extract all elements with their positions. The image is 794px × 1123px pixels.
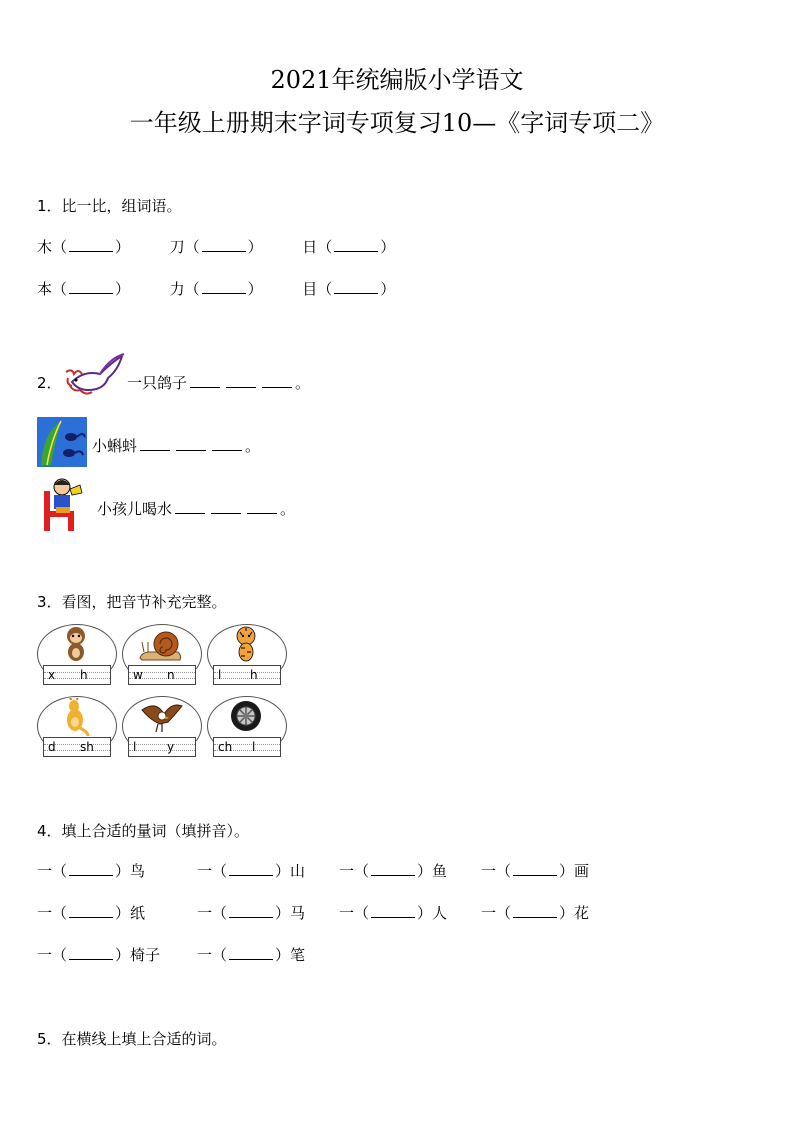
tadpole-icon <box>37 417 87 467</box>
q4-item: 一（ ）马 <box>197 904 306 922</box>
eagle-icon <box>140 700 184 734</box>
q1-blank[interactable] <box>202 239 246 252</box>
q1-blank[interactable] <box>69 281 113 294</box>
q4-item: 一（ ）山 <box>197 862 306 880</box>
q2-item-tadpole: 小蝌蚪 。 <box>92 437 261 455</box>
q4-blank[interactable] <box>513 863 557 876</box>
q1-heading: 1．比一比，组词语。 <box>37 197 182 215</box>
q2-blank[interactable] <box>190 375 220 388</box>
tiger-icon <box>230 626 262 662</box>
q4-blank[interactable] <box>371 863 415 876</box>
pinyin-box: d sh <box>43 737 111 757</box>
q1-blank[interactable] <box>69 239 113 252</box>
q1-blank[interactable] <box>334 281 378 294</box>
kangaroo-icon <box>60 698 90 736</box>
wheel-icon <box>230 700 262 732</box>
q5-heading: 5．在横线上填上合适的词。 <box>37 1030 227 1048</box>
q1-blank[interactable] <box>202 281 246 294</box>
q4-blank[interactable] <box>69 947 113 960</box>
q4-heading: 4．填上合适的量词（填拼音）。 <box>37 822 250 840</box>
q4-item: 一（ ）人 <box>339 904 448 922</box>
q4-item: 一（ ）画 <box>481 862 590 880</box>
q2-blank[interactable] <box>212 438 242 451</box>
q4-item: 一（ ）鱼 <box>339 862 448 880</box>
q2-blank[interactable] <box>175 501 205 514</box>
q2-number: 2． <box>37 374 62 392</box>
q4-blank[interactable] <box>69 905 113 918</box>
q1-word-ben: 本（ <box>37 280 68 298</box>
q4-blank[interactable] <box>513 905 557 918</box>
q4-blank[interactable] <box>371 905 415 918</box>
q1-blank[interactable] <box>334 239 378 252</box>
q2-blank[interactable] <box>140 438 170 451</box>
q2-item-child: 小孩儿喝水 。 <box>97 500 296 518</box>
page-title-line1: 2021年统编版小学语文 <box>270 66 524 94</box>
q4-item: 一（ ）纸 <box>37 904 146 922</box>
snail-icon <box>138 630 184 662</box>
page-title-line2: 一年级上册期末字词专项复习10—《字词专项二》 <box>129 109 665 137</box>
monkey-icon <box>61 626 91 662</box>
q2-blank[interactable] <box>176 438 206 451</box>
q2-blank[interactable] <box>211 501 241 514</box>
q1-word-ri: 日（ <box>302 238 333 256</box>
q2-blank[interactable] <box>247 501 277 514</box>
q1-word-li: 力（ <box>169 280 200 298</box>
pinyin-box: ch l <box>213 737 281 757</box>
q2-item-dove: 一只鸽子 。 <box>127 374 311 392</box>
q4-item: 一（ ）鸟 <box>37 862 146 880</box>
q4-blank[interactable] <box>229 905 273 918</box>
q4-blank[interactable] <box>229 947 273 960</box>
pinyin-box: x h <box>43 665 111 685</box>
q4-blank[interactable] <box>229 863 273 876</box>
dove-icon <box>64 352 126 400</box>
child-drinking-icon <box>40 477 96 531</box>
pinyin-box: w n <box>128 665 196 685</box>
q4-blank[interactable] <box>69 863 113 876</box>
q2-blank[interactable] <box>226 375 256 388</box>
q1-row2: 本（ ） 力（ ） 目（ ） <box>37 280 396 298</box>
pinyin-box: l y <box>128 737 196 757</box>
q4-item: 一（ ）笔 <box>197 946 306 964</box>
q1-word-mu: 木（ <box>37 238 68 256</box>
q1-word-mu2: 目（ <box>302 280 333 298</box>
q1-word-dao: 刀（ <box>169 238 200 256</box>
pinyin-box: l h <box>213 665 281 685</box>
q1-row1: 木（ ） 刀（ ） 日（ ） <box>37 238 396 256</box>
q3-heading: 3．看图，把音节补充完整。 <box>37 593 227 611</box>
q4-item: 一（ ）椅子 <box>37 946 161 964</box>
q2-blank[interactable] <box>262 375 292 388</box>
q4-item: 一（ ）花 <box>481 904 590 922</box>
